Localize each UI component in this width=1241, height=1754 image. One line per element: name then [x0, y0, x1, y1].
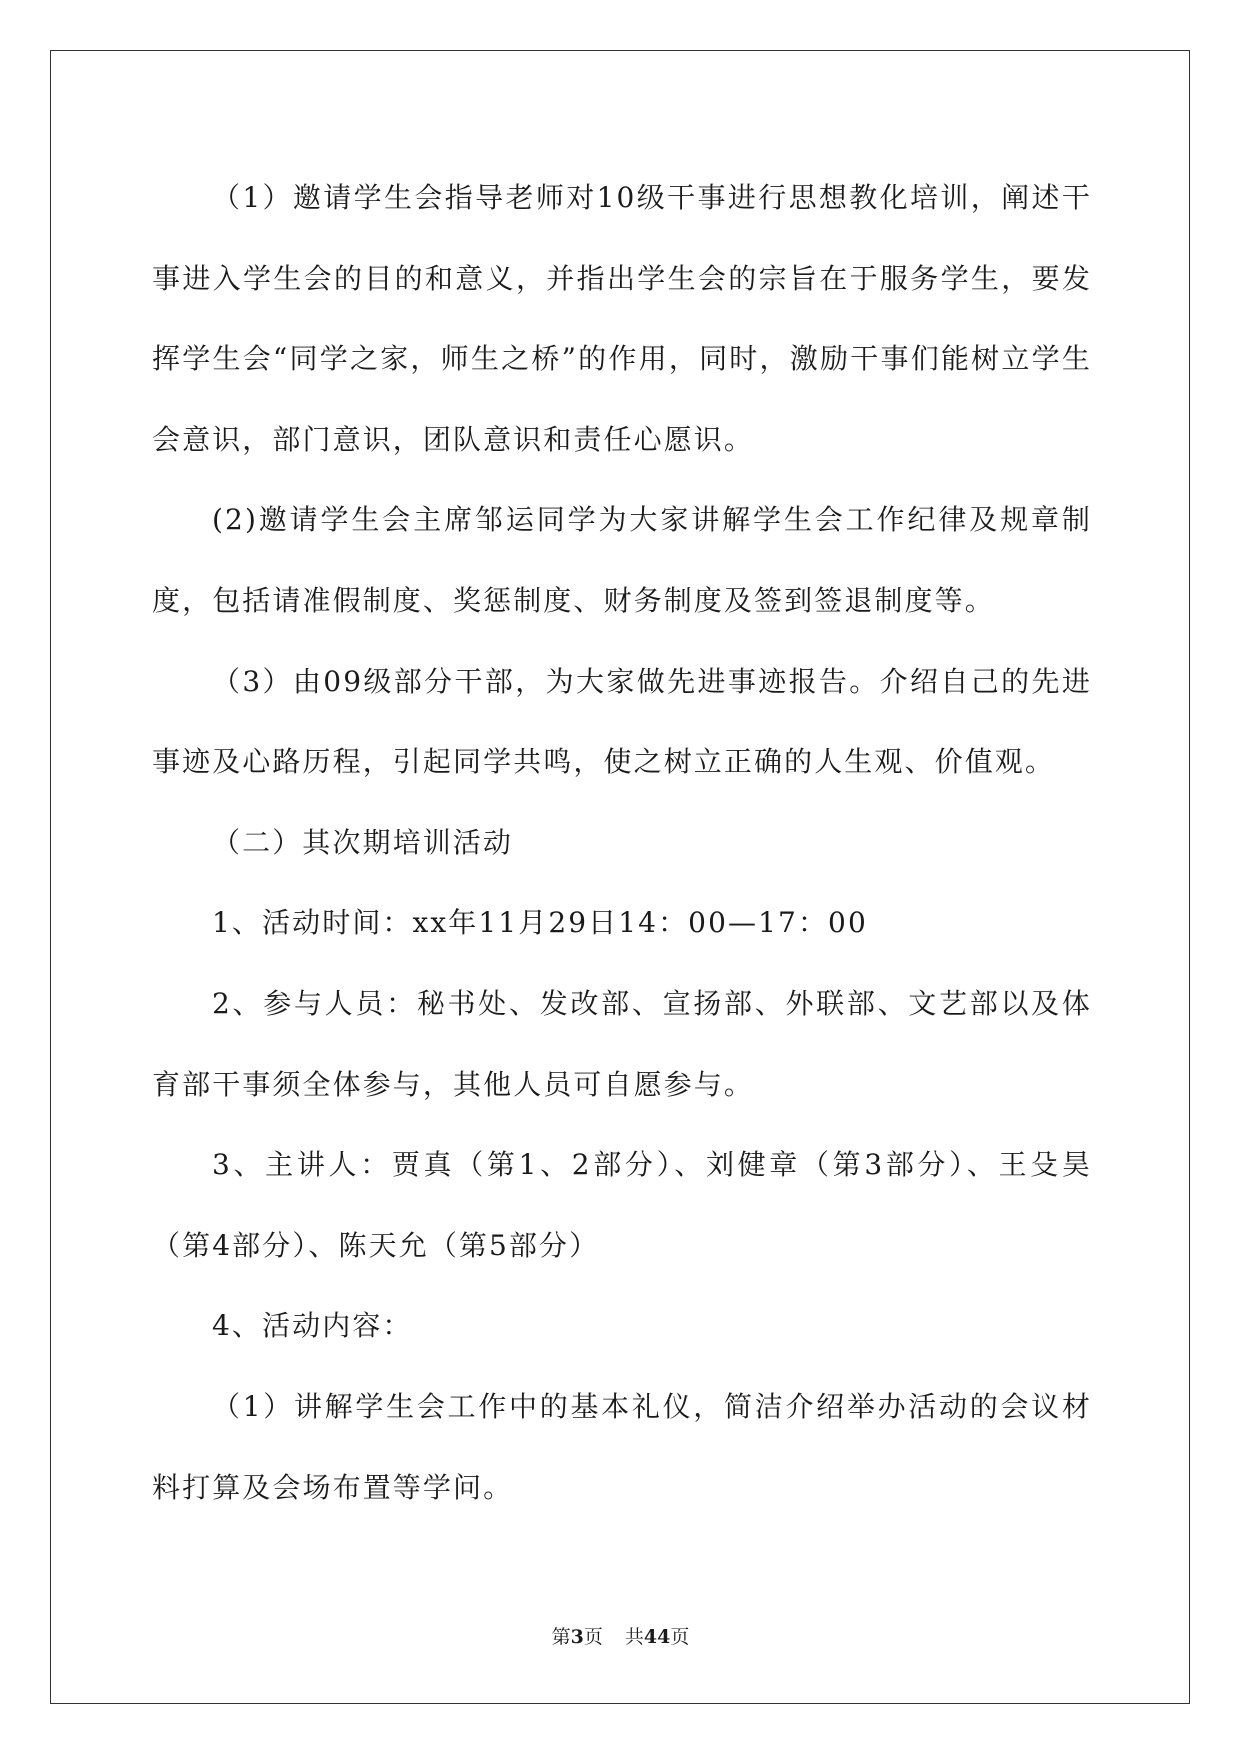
section-heading: （二）其次期培训活动: [212, 825, 514, 859]
paragraph-3: （3）由09级部分干部，为大家做先进事迹报告。介绍自己的先进事迹及心路历程，引起同学共鸣，使之树立正确的人生观、价值观。: [152, 664, 1092, 779]
paragraph-1: （1）邀请学生会指导老师对10级干事进行思想教化培训，阐述干事进入学生会的目的和意义，并指出学生会的宗旨在于服务学生，要发挥学生会“同学之家，师生之桥”的作用，同时，激励干事们能树立学生会意识，部门意识，团队意识和责任心愿识。: [152, 181, 1092, 456]
paragraph-activity-content: 4、活动内容：: [212, 1309, 413, 1343]
page-prefix: 第: [551, 1626, 571, 1648]
page-number: 3: [570, 1626, 584, 1648]
paragraph-speakers: 3、主讲人：贾真（第1、2部分）、刘健章（第3部分）、王殳昊（第4部分）、陈天允（第5部分）: [152, 1148, 1092, 1262]
total-prefix: 共: [624, 1626, 644, 1648]
page-suffix: 页: [583, 1626, 603, 1648]
paragraph-activity-time: 1、活动时间：xx年11月29日14：00—17：00: [212, 906, 868, 940]
paragraph-participants: 2、参与人员：秘书处、发改部、宣扬部、外联部、文艺部以及体育部干事须全体参与，其他人员可自愿参与。: [152, 986, 1092, 1101]
page-footer: [0, 1622, 1241, 1649]
paragraph-etiquette: （1）讲解学生会工作中的基本礼仪，简洁介绍举办活动的会议材料打算及会场布置等学问。: [152, 1389, 1092, 1504]
total-suffix: 页: [670, 1626, 690, 1648]
document-body: [152, 158, 1092, 1528]
paragraph-2: (2)邀请学生会主席邹运同学为大家讲解学生会工作纪律及规章制度，包括请准假制度、奖惩制度、财务制度及签到签退制度等。: [152, 503, 1092, 617]
total-pages: 44: [643, 1626, 671, 1648]
